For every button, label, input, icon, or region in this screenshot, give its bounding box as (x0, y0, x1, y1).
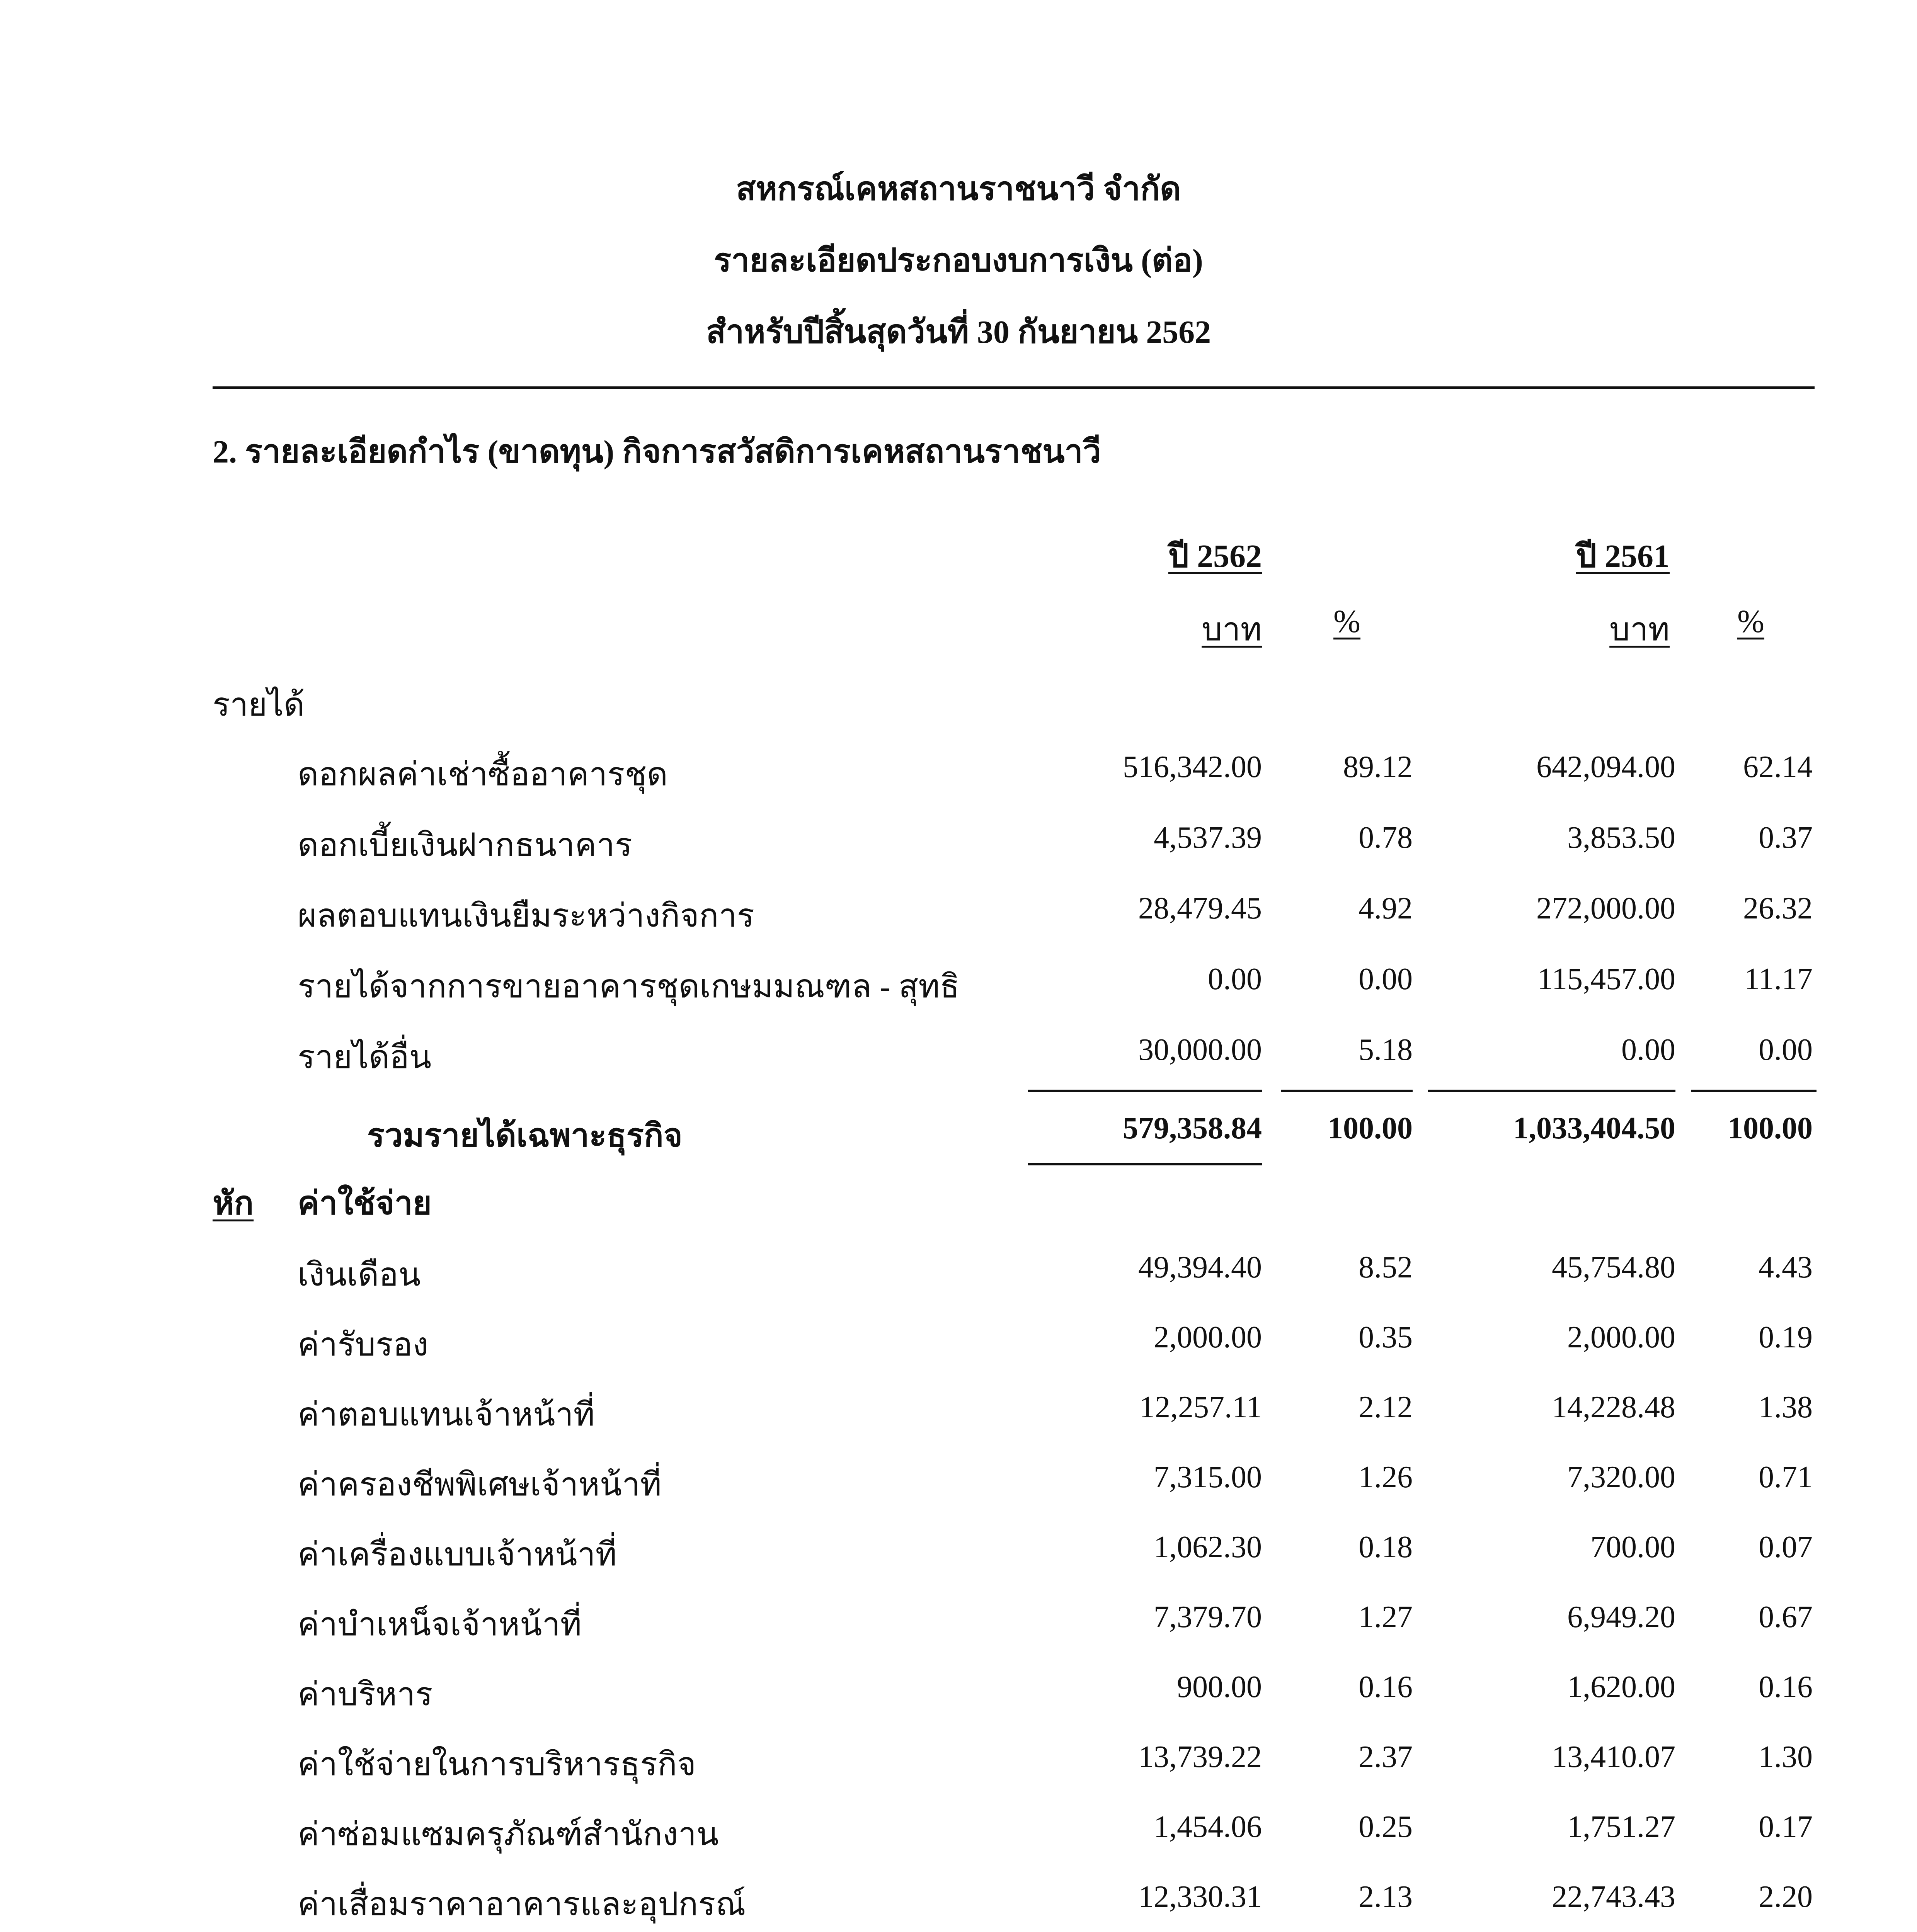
expense-row-pct-2562: 2.12 (1359, 1390, 1413, 1424)
income-row-label: รายได้จากการขายอาคารชุดเกษมมณฑล - สุทธิ (298, 969, 960, 1005)
expense-row-label: ค่าบำเหน็จเจ้าหน้าที่ (298, 1607, 582, 1643)
income-row-pct-2561: 0.00 (1759, 1033, 1813, 1067)
expense-row-label: ค่าซ่อมแซมครุภัณฑ์สำนักงาน (298, 1816, 719, 1852)
income-row-label: ดอกเบี้ยเงินฝากธนาคาร (298, 827, 632, 863)
income-heading: รายได้ (213, 687, 305, 723)
expense-row-pct-2562: 1.27 (1359, 1600, 1413, 1634)
income-row-pct-2562: 89.12 (1343, 750, 1413, 784)
expense-row-pct-2561: 0.19 (1759, 1320, 1813, 1354)
document-title: รายละเอียดประกอบงบการเงิน (ต่อ) (714, 243, 1203, 279)
org-name: สหกรณ์เคหสถานราชนาวี จำกัด (736, 171, 1181, 207)
subtotal-line-baht-2562 (1028, 1090, 1262, 1092)
income-total-baht-2562: 579,358.84 (1123, 1111, 1262, 1145)
expense-row-pct-2562: 0.25 (1359, 1810, 1413, 1844)
expense-row-pct-2562: 0.18 (1359, 1530, 1413, 1564)
col-pct-2562: % (1333, 604, 1360, 639)
expense-row-pct-2562: 1.26 (1359, 1460, 1413, 1494)
income-row-pct-2562: 0.78 (1359, 821, 1413, 855)
expense-row-pct-2561: 0.67 (1759, 1600, 1813, 1634)
expense-row-baht-2561: 45,754.80 (1552, 1250, 1675, 1284)
col-year-2562: ปี 2562 (1168, 538, 1262, 574)
section-title: 2. รายละเอียดกำไร (ขาดทุน) กิจการสวัสดิการเคหสถานราชนาวี (213, 434, 1101, 470)
income-row-baht-2561: 115,457.00 (1537, 962, 1675, 996)
expense-row-label: ค่ารับรอง (298, 1327, 429, 1363)
income-row-baht-2562: 28,479.45 (1138, 891, 1262, 925)
expense-row-label: เงินเดือน (298, 1257, 421, 1293)
expense-row-baht-2562: 900.00 (1177, 1670, 1262, 1704)
income-total-pct-2561: 100.00 (1728, 1111, 1813, 1145)
income-row-pct-2561: 62.14 (1743, 750, 1813, 784)
expense-row-pct-2561: 2.20 (1759, 1880, 1813, 1914)
income-row-pct-2561: 0.37 (1759, 821, 1813, 855)
expense-row-pct-2561: 0.07 (1759, 1530, 1813, 1564)
col-year-2561: ปี 2561 (1576, 538, 1670, 574)
expense-row-pct-2562: 0.16 (1359, 1670, 1413, 1704)
expense-row-baht-2562: 1,062.30 (1154, 1530, 1262, 1564)
subtotal-line-pct-2561 (1691, 1090, 1817, 1092)
subtotal-line-pct-2562 (1281, 1090, 1413, 1092)
expense-row-baht-2562: 1,454.06 (1154, 1810, 1262, 1844)
income-row-pct-2561: 11.17 (1744, 962, 1813, 996)
income-row-baht-2561: 272,000.00 (1536, 891, 1675, 925)
expense-row-label: ค่าบริหาร (298, 1677, 433, 1713)
col-baht-2562: บาท (1202, 612, 1262, 648)
expense-row-baht-2561: 2,000.00 (1567, 1320, 1675, 1354)
expense-row-baht-2561: 22,743.43 (1552, 1880, 1675, 1914)
expense-row-baht-2561: 700.00 (1590, 1530, 1675, 1564)
expense-row-baht-2561: 6,949.20 (1567, 1600, 1675, 1634)
expense-row-baht-2562: 12,330.31 (1138, 1880, 1262, 1914)
income-row-label: รายได้อื่น (298, 1039, 432, 1075)
expense-row-baht-2561: 7,320.00 (1567, 1460, 1675, 1494)
expense-row-baht-2561: 1,751.27 (1567, 1810, 1675, 1844)
expense-row-baht-2562: 12,257.11 (1139, 1390, 1262, 1424)
expense-row-pct-2562: 8.52 (1359, 1250, 1413, 1284)
expense-row-pct-2561: 1.38 (1759, 1390, 1813, 1424)
expense-row-baht-2561: 14,228.48 (1552, 1390, 1675, 1424)
expense-row-pct-2561: 4.43 (1759, 1250, 1813, 1284)
expense-row-pct-2561: 0.17 (1759, 1810, 1813, 1844)
expense-row-baht-2562: 49,394.40 (1138, 1250, 1262, 1284)
col-baht-2561: บาท (1609, 612, 1670, 648)
expense-row-label: ค่าเสื่อมราคาอาคารและอุปกรณ์ (298, 1886, 746, 1922)
expense-row-baht-2562: 13,739.22 (1138, 1740, 1262, 1774)
expense-row-pct-2562: 0.35 (1359, 1320, 1413, 1354)
expense-row-baht-2561: 13,410.07 (1552, 1740, 1675, 1774)
income-row-label: ผลตอบแทนเงินยืมระหว่างกิจการ (298, 898, 754, 934)
expense-row-pct-2561: 0.16 (1759, 1670, 1813, 1704)
income-row-baht-2561: 0.00 (1621, 1033, 1675, 1067)
income-row-baht-2562: 30,000.00 (1138, 1033, 1262, 1067)
expense-row-pct-2561: 1.30 (1759, 1740, 1813, 1774)
income-row-baht-2561: 642,094.00 (1536, 750, 1675, 784)
expense-row-baht-2562: 2,000.00 (1154, 1320, 1262, 1354)
expense-row-pct-2561: 0.71 (1759, 1460, 1813, 1494)
income-row-baht-2562: 516,342.00 (1123, 750, 1262, 784)
income-total-baht-2561: 1,033,404.50 (1513, 1111, 1675, 1145)
expense-row-label: ค่าใช้จ่ายในการบริหารธุรกิจ (298, 1747, 696, 1782)
expense-row-pct-2562: 2.13 (1359, 1880, 1413, 1914)
income-row-baht-2562: 0.00 (1208, 962, 1262, 996)
col-pct-2561: % (1737, 604, 1764, 639)
income-row-pct-2562: 4.92 (1359, 891, 1413, 925)
income-row-label: ดอกผลค่าเช่าซื้ออาคารชุด (298, 757, 668, 793)
header-rule (213, 386, 1815, 389)
income-total-label: รวมรายได้เฉพาะธุรกิจ (367, 1118, 683, 1154)
expense-row-label: ค่าตอบแทนเจ้าหน้าที่ (298, 1397, 595, 1433)
total-line-baht-2562 (1028, 1163, 1262, 1165)
expense-row-baht-2562: 7,379.70 (1154, 1600, 1262, 1634)
expense-row-label: ค่าครองชีพพิเศษเจ้าหน้าที่ (298, 1467, 662, 1503)
income-row-pct-2562: 5.18 (1359, 1033, 1413, 1067)
expenses-heading: ค่าใช้จ่าย (298, 1185, 432, 1221)
expense-row-baht-2562: 7,315.00 (1154, 1460, 1262, 1494)
income-row-pct-2562: 0.00 (1359, 962, 1413, 996)
less-prefix: หัก (213, 1185, 254, 1221)
income-row-pct-2561: 26.32 (1743, 891, 1813, 925)
expense-row-baht-2561: 1,620.00 (1567, 1670, 1675, 1704)
period-line: สำหรับปีสิ้นสุดวันที่ 30 กันยายน 2562 (706, 314, 1211, 350)
expense-row-pct-2562: 2.37 (1359, 1740, 1413, 1774)
income-row-baht-2561: 3,853.50 (1567, 821, 1675, 855)
income-row-baht-2562: 4,537.39 (1154, 821, 1262, 855)
expense-row-label: ค่าเครื่องแบบเจ้าหน้าที่ (298, 1537, 617, 1573)
income-total-pct-2562: 100.00 (1328, 1111, 1413, 1145)
subtotal-line-baht-2561 (1428, 1090, 1675, 1092)
